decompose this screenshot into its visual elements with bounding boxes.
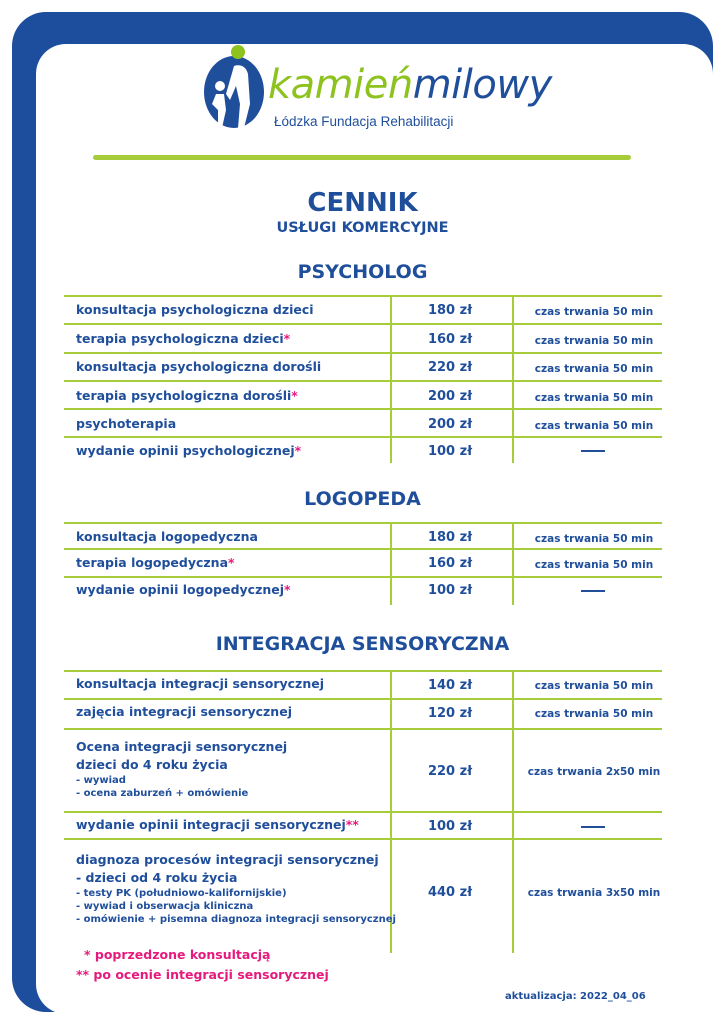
logo-figures-icon [200, 44, 270, 134]
service-label: diagnoza procesów integracji sensorycznej - dzieci od 4 roku życia - testy PK (południowo-kalifornijskie) - wywiad i obserwacja kliniczna - omówienie + pisemna diagnoza integracji sensorycznej [76, 852, 396, 925]
section-title-integracja: INTEGRACJA SENSORYCZNA [215, 633, 510, 655]
row-divider [64, 811, 662, 813]
service-duration: czas trwania 50 min [534, 420, 654, 432]
header-divider [93, 155, 631, 160]
service-price: 200 zł [427, 389, 473, 404]
row-divider [64, 698, 662, 700]
column-divider [512, 295, 514, 463]
service-label: konsultacja psychologiczna dzieci [76, 302, 314, 317]
logo-subtitle: Łódzka Fundacja Rehabilitacji [274, 114, 454, 129]
section-title-logopeda: LOGOPEDA [304, 488, 421, 510]
service-price: 220 zł [427, 360, 473, 375]
service-label: wydanie opinii logopedycznej* [76, 582, 291, 597]
service-duration: czas trwania 50 min [534, 708, 654, 720]
service-duration: czas trwania 50 min [534, 559, 654, 571]
row-divider [64, 576, 662, 578]
row-divider [64, 380, 662, 382]
column-divider [512, 522, 514, 605]
service-duration: czas trwania 50 min [534, 335, 654, 347]
logo [200, 44, 552, 134]
table-border [64, 295, 662, 297]
service-label: konsultacja psychologiczna dorośli [76, 359, 322, 374]
service-duration: czas trwania 50 min [534, 392, 654, 404]
service-label: konsultacja logopedyczna [76, 529, 258, 544]
service-price: 440 zł [427, 885, 473, 900]
service-label: terapia logopedyczna* [76, 555, 235, 570]
service-price: 120 zł [427, 706, 473, 721]
page-title: CENNIK [307, 188, 418, 218]
row-divider [64, 728, 662, 730]
service-duration: czas trwania 3x50 min [527, 887, 661, 899]
service-duration: czas trwania 2x50 min [527, 766, 661, 778]
service-label: konsultacja integracji sensorycznej [76, 676, 324, 691]
row-divider [64, 352, 662, 354]
service-label: zajęcia integracji sensorycznej [76, 704, 292, 719]
row-divider [64, 436, 662, 438]
service-price: 220 zł [427, 764, 473, 779]
service-label: wydanie opinii integracji sensorycznej** [76, 817, 359, 832]
no-duration-dash [581, 450, 605, 452]
service-label: Ocena integracji sensorycznej dzieci do 4 roku życia - wywiad - ocena zaburzeń + omówienie [76, 739, 288, 799]
row-divider [64, 548, 662, 550]
logo-name: kamieńmilowy [268, 62, 552, 108]
service-duration: czas trwania 50 min [534, 680, 654, 692]
no-duration-dash [581, 590, 605, 592]
page-subtitle: USŁUGI KOMERCYJNE [276, 220, 449, 236]
service-label: terapia psychologiczna dorośli* [76, 388, 298, 403]
service-price: 100 zł [427, 819, 473, 834]
service-duration: czas trwania 50 min [534, 363, 654, 375]
service-price: 100 zł [427, 583, 473, 598]
row-divider [64, 838, 662, 840]
no-duration-dash [581, 826, 605, 828]
row-divider [64, 323, 662, 325]
service-price: 160 zł [427, 332, 473, 347]
footnote-single-star: * poprzedzone konsultacją [84, 947, 271, 962]
table-border [64, 670, 662, 672]
service-duration: czas trwania 50 min [534, 533, 654, 545]
service-price: 200 zł [427, 417, 473, 432]
service-label: psychoterapia [76, 416, 177, 431]
update-date: aktualizacja: 2022_04_06 [505, 991, 646, 1002]
row-divider [64, 408, 662, 410]
service-price: 100 zł [427, 444, 473, 459]
service-label: wydanie opinii psychologicznej* [76, 443, 302, 458]
service-duration: czas trwania 50 min [534, 306, 654, 318]
column-divider [390, 295, 392, 463]
service-price: 160 zł [427, 556, 473, 571]
service-price: 140 zł [427, 678, 473, 693]
section-title-psycholog: PSYCHOLOG [297, 261, 428, 283]
service-price: 180 zł [427, 303, 473, 318]
service-price: 180 zł [427, 530, 473, 545]
service-label: terapia psychologiczna dzieci* [76, 331, 291, 346]
table-border [64, 522, 662, 524]
footnote-double-star: ** po ocenie integracji sensorycznej [76, 967, 329, 982]
